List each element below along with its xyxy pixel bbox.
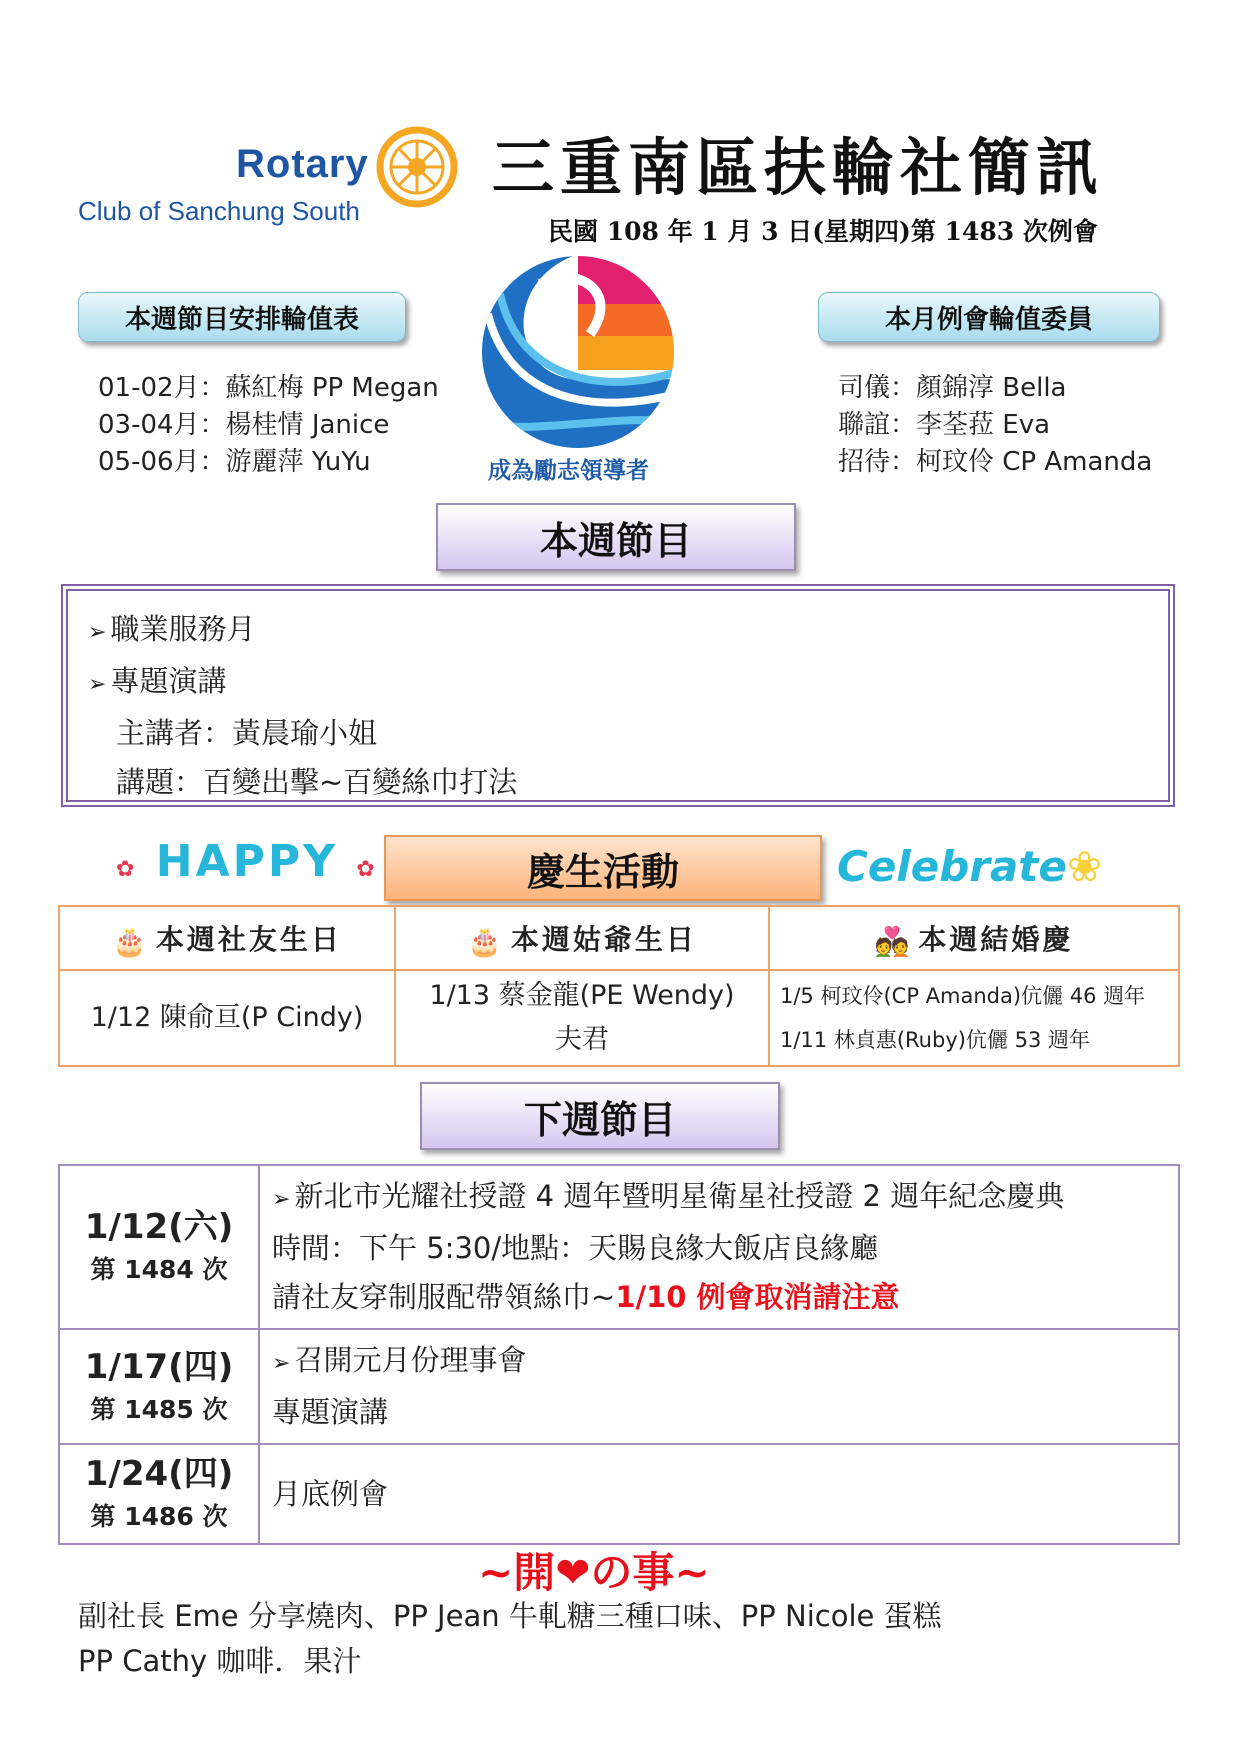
heart-icon: ❤: [555, 1548, 591, 1597]
date-cell: 1/17(四) 第 1485 次: [59, 1329, 259, 1444]
cake-icon: 🎂: [112, 925, 150, 958]
spouse-birthday-header: 🎂 本週姑爺生日: [395, 906, 769, 970]
roster-row: 05-06月：游麗萍 YuYu: [98, 447, 371, 477]
cake-icon: 🎂: [467, 925, 505, 958]
rotary-wordmark: Rotary: [236, 142, 369, 186]
anniversary-cell: 1/5 柯玟伶(CP Amanda)伉儷 46 週年 1/11 林貞惠(Ruby)伉儷 53 週年: [769, 970, 1179, 1066]
couple-icon: 💑: [874, 925, 913, 958]
committee-list: [838, 370, 1152, 481]
next-week-table: [58, 1164, 1180, 1545]
content-cell: 月底例會: [259, 1444, 1179, 1544]
flower-icon: ✿: [356, 857, 378, 882]
program-item: ➢ 職業服務月: [88, 612, 256, 646]
roster-row: 03-04月：楊桂情 Janice: [98, 410, 390, 440]
program-item: ➢ 專題演講: [88, 664, 227, 698]
committee-row: 招待：柯玟伶 CP Amanda: [838, 447, 1153, 477]
committee-label: 本月例會輪值委員: [818, 292, 1160, 342]
happy-news-title: ~開❤の事~: [478, 1548, 710, 1597]
birthday-heading: 慶生活動: [384, 835, 822, 901]
committee-row: 聯誼：李荃菈 Eva: [838, 410, 1051, 440]
next-week-heading: 下週節目: [420, 1082, 780, 1150]
speaker-line: 主講者：黃晨瑜小姐: [116, 716, 378, 750]
topic-line: 講題：百變出擊~百變絲巾打法: [116, 765, 518, 799]
newsletter-title: 三重南區扶輪社簡訊: [492, 131, 1105, 204]
content-cell: ➢ 召開元月份理事會 專題演講: [259, 1329, 1179, 1444]
happy-banner: ✿ HAPPY ✿: [116, 836, 378, 887]
member-birthday-header: 🎂 本週社友生日: [59, 906, 395, 970]
celebrate-banner: Celebrate❀: [837, 842, 1103, 891]
date-cell: 1/12(六) 第 1484 次: [59, 1165, 259, 1329]
table-row: [59, 1165, 1179, 1329]
spouse-birthday-cell: 1/13 蔡金龍(PE Wendy) 夫君: [395, 970, 769, 1066]
flower-icon: ✿: [116, 857, 138, 882]
rotary-wheel-logo: [376, 126, 458, 208]
roster-row: 01-02月：蘇紅梅 PP Megan: [98, 373, 439, 403]
duty-roster-list: [98, 370, 439, 481]
happy-news-text: 副社長 Eme 分享燒肉、PP Jean 牛軋糖三種口味、PP Nicole 蛋糕 PP Cathy 咖啡．果汁: [78, 1599, 942, 1678]
arrow-bullet-icon: ➢: [272, 1187, 291, 1212]
date-cell: 1/24(四) 第 1486 次: [59, 1444, 259, 1544]
content-cell: ➢ 新北市光耀社授證 4 週年暨明星衛星社授證 2 週年紀念慶典 時間：下午 5:30/地點：天賜良緣大飯店良緣廳 請社友穿制服配帶領絲巾~1/10 例會取消請注意: [259, 1165, 1179, 1329]
arrow-bullet-icon: ➢: [88, 672, 107, 697]
duty-roster-label: 本週節目安排輪值表: [78, 292, 406, 342]
club-name: Club of Sanchung South: [78, 196, 360, 226]
theme-logo: [480, 254, 676, 450]
table-row: [59, 1329, 1179, 1444]
arrow-bullet-icon: ➢: [272, 1351, 291, 1376]
this-week-box: [66, 589, 1170, 802]
theme-caption: 成為勵志領導者: [488, 458, 649, 484]
flower-icon: ❀: [1066, 842, 1103, 891]
meeting-date: 民國 108 年 1 月 3 日(星期四)第 1483 次例會: [548, 217, 1098, 246]
anniversary-header: 💑 本週結婚慶: [769, 906, 1179, 970]
committee-row: 司儀：顏錦淳 Bella: [838, 373, 1067, 403]
celebration-table: [58, 905, 1180, 1067]
table-row: [59, 1444, 1179, 1544]
this-week-heading: 本週節目: [436, 503, 796, 571]
arrow-bullet-icon: ➢: [88, 620, 107, 645]
member-birthday-cell: 1/12 陳俞亘(P Cindy): [59, 970, 395, 1066]
cancel-notice: 1/10 例會取消請注意: [615, 1280, 900, 1314]
